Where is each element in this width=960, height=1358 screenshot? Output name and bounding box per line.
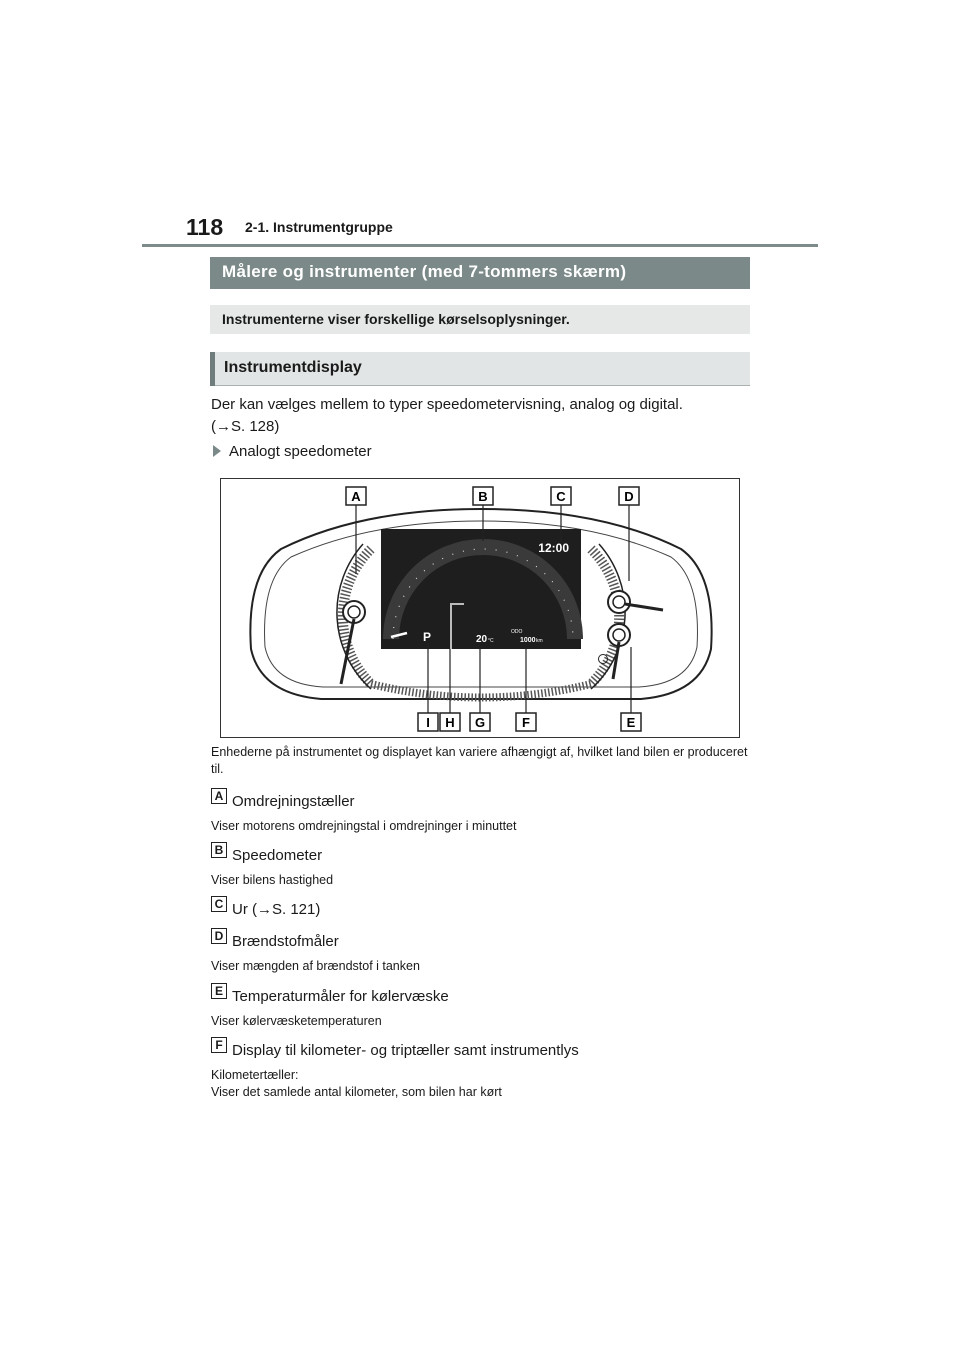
intro-text: Instrumenterne viser forskellige kørselsoplysninger. [222, 311, 570, 327]
display-odo-label: ODO [511, 629, 523, 635]
item-desc: Viser kølervæsketemperaturen [211, 1014, 382, 1028]
intro-box [210, 305, 750, 334]
subheading-text: Instrumentdisplay [224, 359, 362, 376]
section-title: Målere og instrumenter (med 7-tommers skærm) [222, 262, 627, 281]
item-letter: D [211, 928, 227, 944]
header-divider [142, 244, 818, 247]
item-letter: F [211, 1037, 227, 1053]
callout-c: C [556, 489, 566, 504]
display-clock: 12:00 [538, 541, 569, 555]
item-name: Omdrejningstæller [232, 793, 355, 810]
item-letter: B [211, 842, 227, 858]
item-tachometer [211, 788, 517, 833]
display-odo-unit: km [536, 638, 543, 644]
display-odo-value: 1000 [520, 637, 536, 644]
bullet-text: Analogt speedometer [229, 443, 372, 460]
subheading-bar [210, 352, 750, 386]
item-desc-line-2: Viser det samlede antal kilometer, som bilen har kørt [211, 1085, 502, 1099]
item-name: Speedometer [232, 847, 323, 864]
bullet-arrow-icon [213, 445, 221, 457]
callout-h: H [445, 715, 455, 730]
item-name: Temperaturmåler for kølervæske [232, 988, 449, 1005]
item-letter: E [211, 983, 227, 999]
body-text-line-1: Der kan vælges mellem to typer speedometervisning, analog og digital. [211, 396, 683, 413]
page-number: 118 [186, 214, 224, 240]
display-gear: P [423, 630, 432, 644]
item-clock [211, 896, 321, 918]
item-desc: Viser motorens omdrejningstal i omdrejninger i minuttet [211, 819, 517, 833]
figure-caption: Enhederne på instrumentet og displayet kan variere afhængigt af, hvilket land bilen er produceret til. [211, 745, 748, 776]
display-temp-unit: °C [488, 638, 494, 644]
item-name: Brændstofmåler [232, 933, 339, 950]
item-name: Ur (→S. 121) [232, 901, 321, 918]
item-letter: A [211, 788, 227, 804]
instrument-cluster-figure [220, 478, 740, 738]
item-desc-line-1: Kilometertæller: [211, 1068, 299, 1082]
item-name: Display til kilometer- og triptæller samt instrumentlys [232, 1042, 579, 1059]
callout-g: G [474, 715, 486, 730]
callout-b: B [478, 489, 488, 504]
item-coolant-gauge [211, 983, 449, 1028]
section-reference: 2-1. Instrumentgruppe [245, 219, 393, 235]
callout-a: A [351, 489, 361, 504]
section-title-bar [210, 257, 750, 289]
callout-i: I [426, 715, 430, 730]
callout-f: F [522, 715, 530, 730]
subheading-accent [210, 352, 215, 386]
item-fuel-gauge [211, 928, 420, 973]
item-desc: Viser mængden af brændstof i tanken [211, 959, 420, 973]
display-temp: 20 [476, 634, 488, 645]
item-odometer-display [211, 1037, 579, 1099]
item-desc: Viser bilens hastighed [211, 873, 334, 887]
body-text-line-2: (→S. 128) [211, 418, 280, 435]
callout-d: D [624, 489, 634, 504]
item-letter: C [211, 896, 227, 912]
callout-e: E [626, 715, 636, 730]
item-speedometer [211, 842, 334, 887]
instrument-cluster-illustration [221, 479, 741, 739]
